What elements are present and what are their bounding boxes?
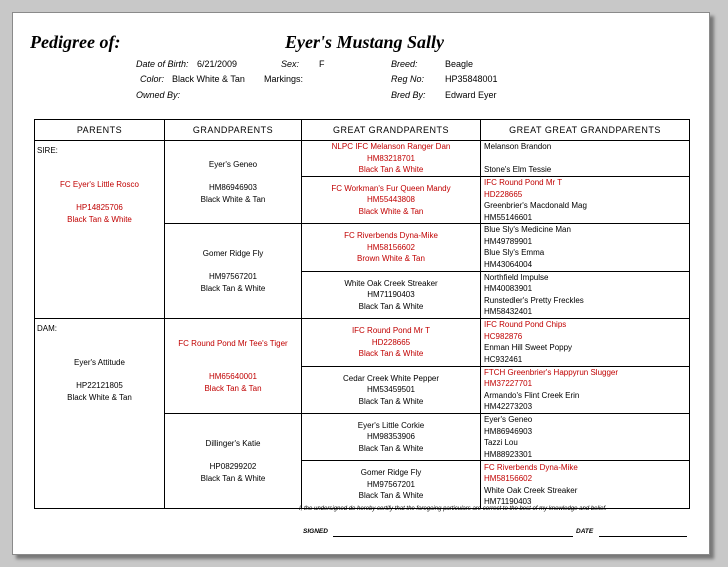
ggp5-color: Black Tan & White — [358, 349, 424, 359]
gggp13-reg: HM86946903 — [484, 426, 533, 436]
date-label: DATE — [576, 528, 594, 535]
ggp3-name: FC Riverbends Dyna-Mike — [344, 231, 438, 241]
col-great-great-grandparents: GREAT GREAT GRANDPARENTS — [481, 120, 690, 141]
breed-value: Beagle — [445, 59, 474, 69]
gggp9-name: IFC Round Pond Chips — [484, 320, 567, 330]
pedigree-page — [12, 12, 710, 555]
certification-text: I, the undersigned do hereby certify that the foregoing particulars are correct to the best of my knowledge and belief. — [299, 506, 607, 512]
ggp8-reg: HM97567201 — [366, 479, 416, 489]
grandparent-1 — [165, 141, 302, 224]
ggp2-color: Black White & Tan — [358, 206, 424, 216]
date-line[interactable] — [599, 536, 687, 537]
signature-line[interactable] — [333, 536, 573, 537]
dob-value: 6/21/2009 — [197, 59, 238, 69]
ggp6-reg: HM53459501 — [366, 385, 416, 395]
bred-label: Bred By: — [391, 90, 426, 100]
ggp8-color: Black Tan & White — [358, 491, 424, 501]
great-grandparent-1 — [302, 141, 481, 177]
bred-value: Edward Eyer — [445, 90, 497, 100]
gp4-name: Dillinger's Katie — [205, 438, 261, 448]
ggp8-name: Gomer Ridge Fly — [360, 468, 422, 478]
great-great-grandparent-9-10 — [481, 319, 690, 366]
great-great-grandparent-1-2 — [481, 141, 690, 177]
gp3-name: FC Round Pond Mr Tee's Tiger — [178, 338, 288, 348]
ggp3-reg: HM58156602 — [366, 242, 416, 252]
great-great-grandparent-7-8 — [481, 271, 690, 318]
great-grandparent-7 — [302, 414, 481, 461]
ggp3-color: Brown White & Tan — [357, 254, 425, 264]
great-grandparent-8 — [302, 461, 481, 509]
grandparent-3 — [165, 319, 302, 414]
breed-label: Breed: — [391, 59, 418, 69]
gggp5-name: Blue Sly's Medicine Man — [484, 225, 571, 235]
gggp10-reg: HC932461 — [484, 354, 523, 364]
gggp14-name: Tazzi Lou — [484, 438, 518, 448]
gp2-reg: HM97567201 — [208, 272, 258, 282]
gggp13-name: Eyer's Geneo — [484, 415, 533, 425]
great-great-grandparent-3-4 — [481, 176, 690, 223]
gggp8-name: Runstedler's Pretty Freckles — [484, 295, 584, 305]
dam-reg: HP22121805 — [76, 381, 123, 391]
dam-name: Eyer's Attitude — [74, 357, 125, 367]
dam-cell — [35, 319, 165, 509]
owned-label: Owned By: — [136, 90, 181, 100]
gggp6-reg: HM43064004 — [484, 259, 533, 269]
ggp7-color: Black Tan & White — [358, 443, 424, 453]
ggp6-color: Black Tan & White — [358, 396, 424, 406]
gp3-color: Black Tan & Tan — [204, 383, 262, 393]
gggp6-name: Blue Sly's Emma — [484, 248, 545, 258]
dog-name: Eyer's Mustang Sally — [285, 32, 445, 52]
gggp3-reg: HD228665 — [484, 189, 523, 199]
gggp1-name: Melanson Brandon — [484, 142, 552, 151]
ggp2-reg: HM55443808 — [366, 195, 416, 205]
gggp16-reg: HM71190403 — [484, 497, 532, 507]
col-parents: PARENTS — [35, 120, 165, 141]
dam-label: DAM: — [37, 324, 57, 334]
great-grandparent-4 — [302, 271, 481, 318]
gggp10-name: Enman Hill Sweet Poppy — [484, 343, 573, 353]
great-grandparent-6 — [302, 366, 481, 413]
sex-value: F — [319, 59, 325, 69]
sire-color: Black Tan & White — [67, 214, 132, 224]
sex-label: Sex: — [281, 59, 300, 69]
gggp11-reg: HM37227701 — [484, 379, 533, 389]
markings-label: Markings: — [264, 74, 304, 84]
pedigree-table — [34, 119, 690, 509]
title-label: Pedigree of: — [30, 32, 121, 52]
gggp14-reg: HM88923301 — [484, 449, 533, 459]
color-value: Black White & Tan — [172, 74, 245, 84]
gggp9-reg: HC982876 — [484, 331, 523, 341]
great-great-grandparent-13-14 — [481, 414, 690, 461]
col-great-grandparents: GREAT GRANDPARENTS — [302, 120, 481, 141]
dob-label: Date of Birth: — [136, 59, 189, 69]
great-great-grandparent-5-6 — [481, 224, 690, 271]
ggp4-color: Black Tan & White — [358, 301, 424, 311]
gggp7-reg: HM40083901 — [484, 284, 533, 294]
grandparent-2 — [165, 224, 302, 319]
gp3-reg: HM65640001 — [208, 372, 258, 382]
sire-name: FC Eyer's Little Rosco — [60, 179, 139, 189]
ggp4-reg: HM71190403 — [367, 290, 415, 300]
gggp15-reg: HM58156602 — [484, 474, 533, 484]
ggp4-name: White Oak Creek Streaker — [344, 278, 438, 288]
grandparent-4 — [165, 414, 302, 509]
ggp1-reg: HM83218701 — [366, 153, 416, 163]
reg-value: HP35848001 — [445, 74, 498, 84]
gggp11-name: FTCH Greenbrier's Happyrun Slugger — [484, 367, 619, 377]
gggp3-name: IFC Round Pond Mr T — [484, 178, 563, 188]
sire-label: SIRE: — [37, 146, 58, 155]
great-great-grandparent-11-12 — [481, 366, 690, 413]
gggp4-reg: HM55146601 — [484, 212, 533, 222]
gggp2-name: Stone's Elm Tessie — [484, 165, 552, 174]
great-grandparent-2 — [302, 176, 481, 223]
gggp8-reg: HM58432401 — [484, 307, 533, 317]
ggp5-reg: HD228665 — [371, 337, 411, 347]
sire-reg: HP14825706 — [76, 203, 123, 212]
ggp2-name: FC Workman's Fur Queen Mandy — [331, 183, 451, 193]
ggp1-name: NLPC IFC Melanson Ranger Dan — [331, 142, 451, 152]
ggp7-name: Eyer's Little Corkie — [357, 420, 425, 430]
gggp4-name: Greenbrier's Macdonald Mag — [484, 201, 587, 211]
sire-cell — [35, 141, 165, 319]
color-label: Color: — [140, 74, 165, 84]
ggp5-name: IFC Round Pond Mr T — [351, 326, 431, 336]
great-grandparent-3 — [302, 224, 481, 271]
gggp12-name: Armando's Flint Creek Erin — [484, 390, 580, 400]
ggp6-name: Cedar Creek White Pepper — [342, 373, 440, 383]
ggp7-reg: HM98353906 — [366, 432, 416, 442]
gggp15-name: FC Riverbends Dyna-Mike — [484, 462, 578, 472]
gggp5-reg: HM49789901 — [484, 236, 533, 246]
signed-label: SIGNED — [303, 528, 328, 535]
gp1-color: Black White & Tan — [200, 194, 266, 204]
gggp7-name: Northfield Impulse — [484, 272, 549, 282]
great-grandparent-5 — [302, 319, 481, 366]
gp2-color: Black Tan & White — [200, 283, 266, 293]
gp2-name: Gomer Ridge Fly — [202, 248, 264, 258]
gggp16-name: White Oak Creek Streaker — [484, 485, 578, 495]
dam-color: Black White & Tan — [67, 392, 132, 402]
gp1-reg: HM86946903 — [208, 183, 258, 193]
column-headers — [35, 120, 690, 141]
ggp1-color: Black Tan & White — [358, 165, 424, 175]
great-great-grandparent-15-16 — [481, 461, 690, 509]
reg-label: Reg No: — [391, 74, 425, 84]
gp1-name: Eyer's Geneo — [208, 159, 258, 169]
gggp12-reg: HM42273203 — [484, 402, 533, 412]
gp4-color: Black Tan & White — [200, 473, 266, 483]
col-grandparents: GRANDPARENTS — [165, 120, 302, 141]
gp4-reg: HP08299202 — [209, 462, 257, 472]
